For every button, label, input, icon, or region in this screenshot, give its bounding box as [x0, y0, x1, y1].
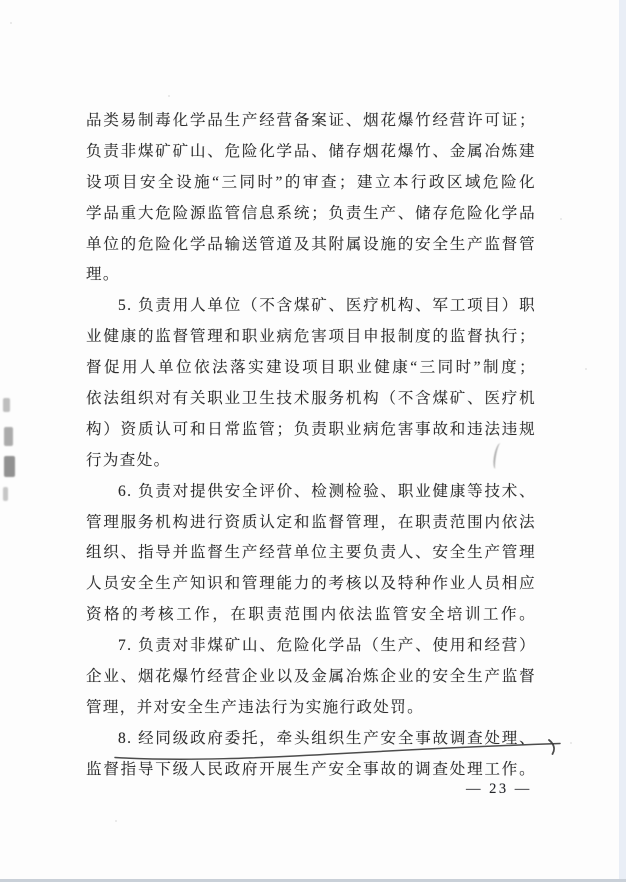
scan-artifact [4, 427, 13, 446]
para-continuation [86, 106, 536, 291]
text-line: 学品重大危险源监管信息系统；负责生产、储存危险化学品 [86, 204, 536, 222]
page-body-text [86, 106, 536, 786]
scan-speck [115, 820, 117, 822]
text-line: 监督指导下级人民政府开展生产安全事故的调查处理工作。 [86, 760, 536, 778]
text-line: 企业、烟花爆竹经营企业以及金属冶炼企业的安全生产监督 [86, 668, 536, 686]
scan-speck [560, 218, 562, 220]
text-line: 督促用人单位依法落实建设项目职业健康“三同时”制度； [86, 359, 536, 377]
text-line: 单位的危险化学品输送管道及其附属设施的安全生产监督管 [86, 235, 536, 253]
scan-edge-right [619, 0, 626, 882]
scan-speck [168, 95, 170, 97]
item-6 [86, 477, 536, 631]
text-line: 管理服务机构进行资质认定和监督管理，在职责范围内依法 [86, 513, 536, 531]
text-line: 理。 [86, 266, 120, 284]
text-line: 管理，并对安全生产违法行为实施行政处罚。 [86, 698, 425, 716]
text-line: 行为查处。 [86, 451, 171, 469]
scan-speck [10, 22, 12, 24]
text-line: 7. 负责对非煤矿山、危险化学品（生产、使用和经营） [118, 637, 536, 655]
item-7 [86, 631, 536, 724]
text-line: 负责非煤矿矿山、危险化学品、储存烟花爆竹、金属冶炼建 [86, 142, 536, 160]
page-number: — 23 — [466, 781, 532, 797]
text-line: 8. 经同级政府委托，牵头组织生产安全事故调查处理、 [118, 729, 536, 747]
text-line: 人员安全生产知识和管理能力的考核以及特种作业人员相应 [86, 575, 536, 593]
text-line: 依法组织对有关职业卫生技术服务机构（不含煤矿、医疗机 [86, 390, 536, 408]
text-line: 业健康的监督管理和职业病危害项目申报制度的监督执行； [86, 328, 536, 346]
scan-speck [570, 742, 572, 744]
text-line: 设项目安全设施“三同时”的审查；建立本行政区域危险化 [86, 173, 536, 191]
item-8 [86, 724, 536, 786]
text-line: 构）资质认可和日常监管；负责职业病危害事故和违法违规 [86, 420, 536, 438]
text-line: 组织、指导并监督生产经营单位主要负责人、安全生产管理 [86, 544, 536, 562]
text-line: 6. 负责对提供安全评价、检测检验、职业健康等技术、 [118, 482, 536, 500]
item-5 [86, 291, 536, 476]
text-line: 品类易制毒化学品生产经营备案证、烟花爆竹经营许可证； [86, 112, 536, 129]
scan-speck [585, 368, 587, 370]
text-line: 资格的考核工作，在职责范围内依法监管安全培训工作。 [86, 606, 536, 624]
scan-artifact [4, 456, 15, 477]
scan-artifact [3, 398, 10, 412]
scan-artifact [3, 487, 8, 501]
text-line: 5. 负责用人单位（不含煤矿、医疗机构、军工项目）职 [118, 297, 536, 315]
